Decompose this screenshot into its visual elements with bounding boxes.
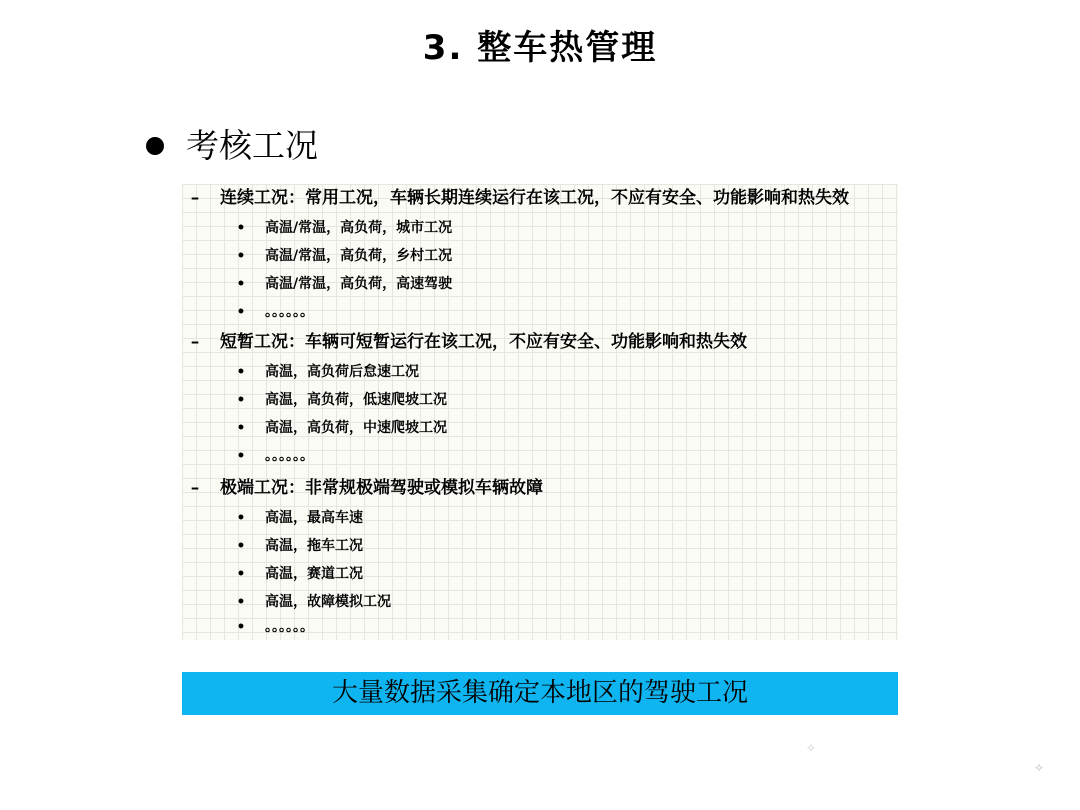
category-label: 连续工况：常用工况，车辆长期连续运行在该工况，不应有安全、功能影响和热失效 xyxy=(220,188,849,208)
bullet-marker: • xyxy=(236,510,246,526)
bullet-marker: • xyxy=(236,248,246,264)
slide-title: 3. 整车热管理 xyxy=(422,28,658,68)
heading-text: 考核工况 xyxy=(186,126,318,165)
list-item-text: 高温，高负荷，中速爬坡工况 xyxy=(265,420,447,436)
list-item-text: 高温，故障模拟工况 xyxy=(265,594,391,610)
list-item-text: 高温/常温，高负荷，乡村工况 xyxy=(265,248,453,264)
bullet-marker: • xyxy=(236,304,246,320)
bullet-marker: • xyxy=(236,566,246,582)
bullet-marker: • xyxy=(236,448,246,464)
bullet-marker: • xyxy=(236,538,246,554)
bullet-marker: • xyxy=(236,276,246,292)
dash-marker: – xyxy=(190,188,200,208)
section-heading xyxy=(146,124,318,168)
list-item-text: 高温，拖车工况 xyxy=(265,538,363,554)
bullet-marker: • xyxy=(236,594,246,610)
list-item-text: 高温，最高车速 xyxy=(265,510,363,526)
list-item-text: 。。。。。。 xyxy=(265,448,314,464)
sparkle-icon: ✧ xyxy=(1034,761,1045,775)
list-item-text: 高温/常温，高负荷，高速驾驶 xyxy=(265,276,453,292)
bullet-marker: • xyxy=(236,619,246,635)
sparkle-icon: ✧ xyxy=(806,741,817,755)
list-item-text: 高温，高负荷，低速爬坡工况 xyxy=(265,392,447,408)
list-item-text: 高温，高负荷后怠速工况 xyxy=(265,364,419,380)
list-item-text: 高温，赛道工况 xyxy=(265,566,363,582)
conclusion-banner: 大量数据采集确定本地区的驾驶工况 xyxy=(182,672,898,715)
category-label: 极端工况：非常规极端驾驶或模拟车辆故障 xyxy=(220,478,543,498)
list-item-text: 高温/常温，高负荷，城市工况 xyxy=(265,220,453,236)
bullet-marker: • xyxy=(236,420,246,436)
conditions-panel xyxy=(182,184,898,640)
category-label: 短暂工况：车辆可短暂运行在该工况，不应有安全、功能影响和热失效 xyxy=(220,332,747,352)
dash-marker: – xyxy=(190,332,200,352)
list-item-text: 。。。。。。 xyxy=(265,304,314,320)
bullet-dot-icon xyxy=(146,137,164,155)
dash-marker: – xyxy=(190,478,200,498)
bullet-marker: • xyxy=(236,364,246,380)
list-item-text: 。。。。。。 xyxy=(265,619,314,635)
bullet-marker: • xyxy=(236,392,246,408)
bullet-marker: • xyxy=(236,220,246,236)
